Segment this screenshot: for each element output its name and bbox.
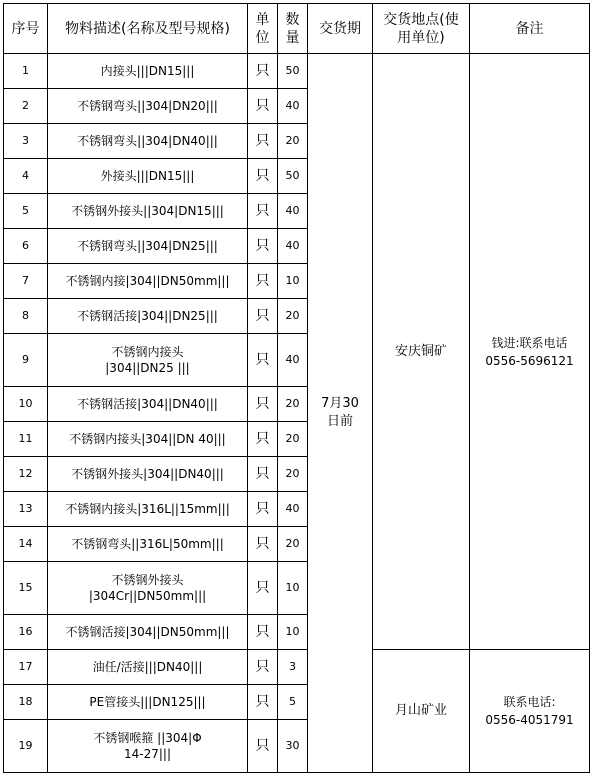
row-description: 不锈钢活接|304||DN50mm||| xyxy=(48,615,248,650)
row-unit: 只 xyxy=(248,194,278,229)
remark-cell-b: 联系电话: 0556-4051791 xyxy=(470,650,590,773)
row-seq: 19 xyxy=(4,720,48,773)
location-cell-b: 月山矿业 xyxy=(373,650,470,773)
row-description: 油任/活接|||DN40||| xyxy=(48,650,248,685)
row-description: 不锈钢内接头|316L||15mm||| xyxy=(48,492,248,527)
row-seq: 16 xyxy=(4,615,48,650)
row-seq: 5 xyxy=(4,194,48,229)
row-description: 不锈钢外接头 |304Cr||DN50mm||| xyxy=(48,562,248,615)
row-quantity: 20 xyxy=(278,124,308,159)
row-quantity: 10 xyxy=(278,615,308,650)
table-row xyxy=(4,650,590,685)
row-description: 内接头|||DN15||| xyxy=(48,54,248,89)
row-description: 不锈钢弯头||304|DN20||| xyxy=(48,89,248,124)
row-unit: 只 xyxy=(248,562,278,615)
header-unit: 单 位 xyxy=(248,4,278,54)
header-qty: 数 量 xyxy=(278,4,308,54)
row-description: 外接头|||DN15||| xyxy=(48,159,248,194)
header-remark: 备注 xyxy=(470,4,590,54)
row-seq: 6 xyxy=(4,229,48,264)
row-description: 不锈钢活接|304||DN40||| xyxy=(48,387,248,422)
row-unit: 只 xyxy=(248,457,278,492)
row-description: 不锈钢弯头||316L|50mm||| xyxy=(48,527,248,562)
row-seq: 9 xyxy=(4,334,48,387)
row-quantity: 20 xyxy=(278,527,308,562)
row-description: 不锈钢活接|304||DN25||| xyxy=(48,299,248,334)
header-delivery: 交货期 xyxy=(308,4,373,54)
row-quantity: 40 xyxy=(278,492,308,527)
row-quantity: 5 xyxy=(278,685,308,720)
row-unit: 只 xyxy=(248,492,278,527)
row-seq: 4 xyxy=(4,159,48,194)
row-unit: 只 xyxy=(248,54,278,89)
row-unit: 只 xyxy=(248,229,278,264)
row-quantity: 40 xyxy=(278,229,308,264)
row-unit: 只 xyxy=(248,124,278,159)
row-seq: 12 xyxy=(4,457,48,492)
row-description: 不锈钢弯头||304|DN40||| xyxy=(48,124,248,159)
row-quantity: 40 xyxy=(278,194,308,229)
row-description: PE管接头|||DN125||| xyxy=(48,685,248,720)
row-quantity: 30 xyxy=(278,720,308,773)
row-unit: 只 xyxy=(248,159,278,194)
row-quantity: 10 xyxy=(278,264,308,299)
row-unit: 只 xyxy=(248,650,278,685)
row-seq: 3 xyxy=(4,124,48,159)
row-seq: 17 xyxy=(4,650,48,685)
row-seq: 13 xyxy=(4,492,48,527)
row-seq: 1 xyxy=(4,54,48,89)
row-unit: 只 xyxy=(248,527,278,562)
row-unit: 只 xyxy=(248,387,278,422)
row-quantity: 50 xyxy=(278,159,308,194)
row-unit: 只 xyxy=(248,720,278,773)
row-quantity: 20 xyxy=(278,422,308,457)
row-description: 不锈钢内接|304||DN50mm||| xyxy=(48,264,248,299)
delivery-cell: 7月30 日前 xyxy=(308,54,373,773)
row-unit: 只 xyxy=(248,615,278,650)
row-quantity: 40 xyxy=(278,89,308,124)
row-description: 不锈钢内接头|304||DN 40||| xyxy=(48,422,248,457)
row-description: 不锈钢内接头 |304||DN25 ||| xyxy=(48,334,248,387)
row-seq: 7 xyxy=(4,264,48,299)
header-seq: 序号 xyxy=(4,4,48,54)
row-unit: 只 xyxy=(248,422,278,457)
row-unit: 只 xyxy=(248,685,278,720)
header-desc: 物料描述(名称及型号规格) xyxy=(48,4,248,54)
row-quantity: 10 xyxy=(278,562,308,615)
row-quantity: 20 xyxy=(278,299,308,334)
row-unit: 只 xyxy=(248,264,278,299)
location-cell-a: 安庆铜矿 xyxy=(373,54,470,650)
row-quantity: 3 xyxy=(278,650,308,685)
row-seq: 8 xyxy=(4,299,48,334)
table-row xyxy=(4,54,590,89)
row-unit: 只 xyxy=(248,89,278,124)
row-unit: 只 xyxy=(248,299,278,334)
row-quantity: 20 xyxy=(278,457,308,492)
header-row xyxy=(4,4,590,54)
row-seq: 11 xyxy=(4,422,48,457)
row-seq: 15 xyxy=(4,562,48,615)
row-seq: 14 xyxy=(4,527,48,562)
row-description: 不锈钢外接头||304|DN15||| xyxy=(48,194,248,229)
row-description: 不锈钢弯头||304|DN25||| xyxy=(48,229,248,264)
row-description: 不锈钢喉箍 ||304|Φ 14-27||| xyxy=(48,720,248,773)
row-quantity: 20 xyxy=(278,387,308,422)
remark-cell-a: 钱进:联系电话 0556-5696121 xyxy=(470,54,590,650)
row-seq: 2 xyxy=(4,89,48,124)
row-seq: 10 xyxy=(4,387,48,422)
row-quantity: 50 xyxy=(278,54,308,89)
procurement-table xyxy=(3,3,590,773)
row-quantity: 40 xyxy=(278,334,308,387)
row-description: 不锈钢外接头|304||DN40||| xyxy=(48,457,248,492)
row-seq: 18 xyxy=(4,685,48,720)
header-location: 交货地点(使 用单位) xyxy=(373,4,470,54)
row-unit: 只 xyxy=(248,334,278,387)
